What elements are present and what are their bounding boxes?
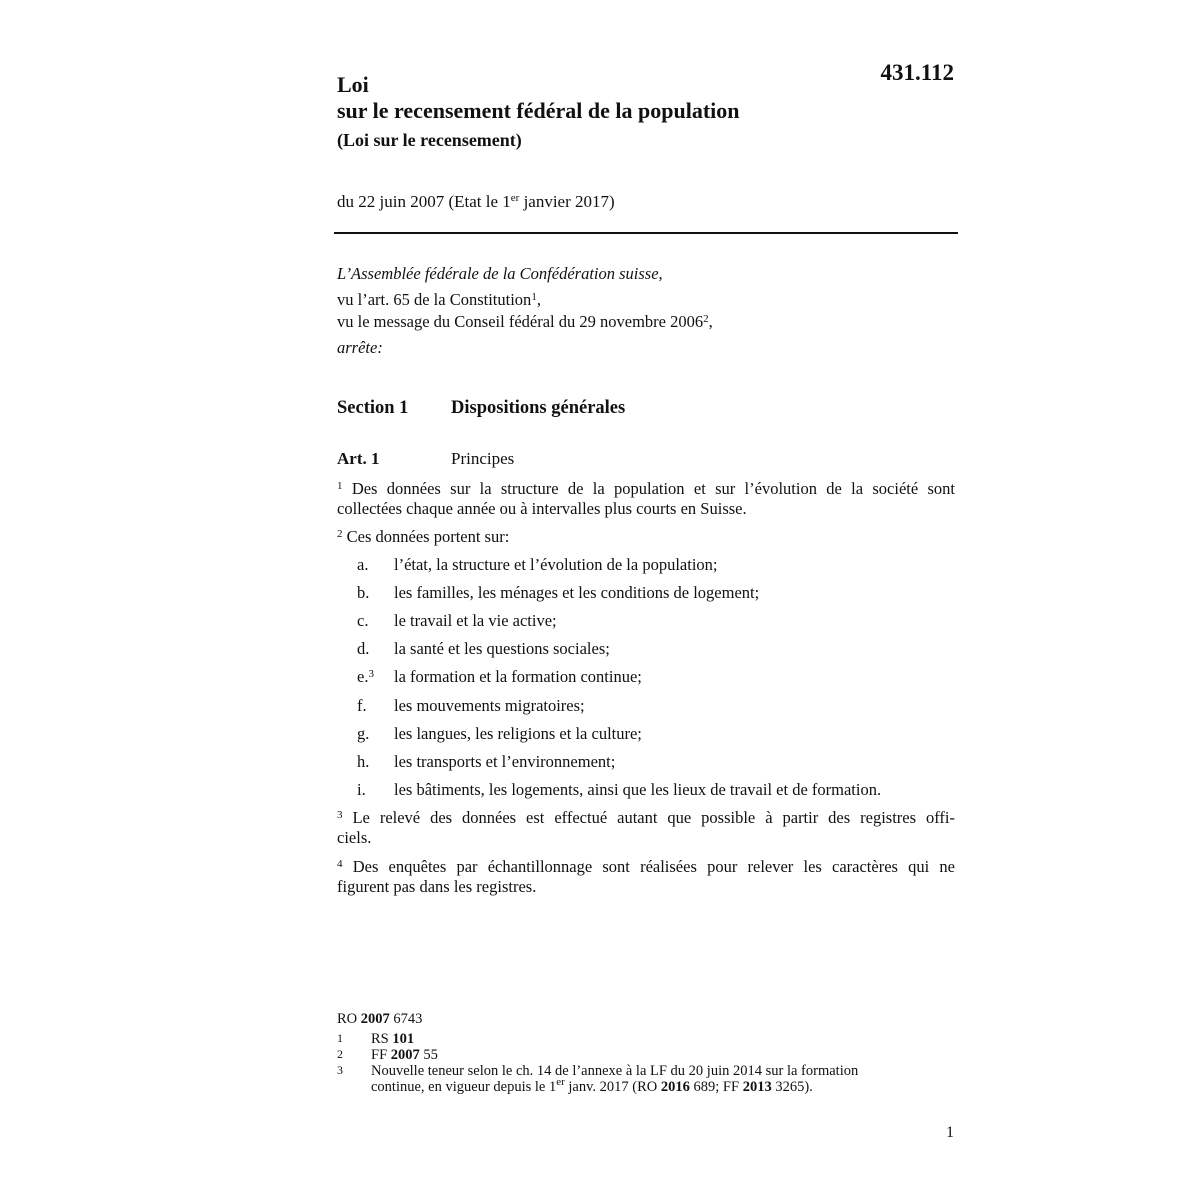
constitution-text: vu l’art. 65 de la Constitution (337, 290, 532, 309)
letter-i: i. (357, 780, 366, 799)
letter-g: g. (357, 724, 370, 743)
date-prefix: du 22 juin 2007 (Etat le 1 (337, 192, 511, 211)
paragraph-4 (337, 857, 955, 897)
letter-e: e. (357, 667, 369, 686)
list-item: les bâtiments, les logements, ainsi que les lieux de travail et de formation. (394, 780, 882, 799)
list-item-letter (357, 583, 369, 603)
fn2-prefix: FF (371, 1047, 391, 1063)
fn1-prefix: RS (371, 1031, 393, 1047)
date-line (337, 192, 615, 212)
fn3-text-a: continue, en vigueur depuis le 1 (371, 1079, 557, 1095)
footnote-ro (337, 1011, 422, 1027)
footnote-3-line-2 (371, 1076, 813, 1095)
paragraph-4-line-2: figurent pas dans les registres. (337, 877, 537, 896)
short-title: (Loi sur le recensement) (337, 130, 522, 150)
header-rule (334, 232, 958, 234)
list-item: les familles, les ménages et les conditions de logement; (394, 583, 760, 602)
list-item-letter (357, 752, 369, 772)
message-punct: , (708, 312, 713, 331)
fn3-sup: er (556, 1076, 565, 1088)
list-item: la santé et les questions sociales; (394, 639, 610, 658)
section-number: Section 1 (337, 398, 409, 418)
list-item-letter (357, 724, 369, 744)
list-item-letter (357, 639, 369, 659)
letter-h: h. (357, 752, 370, 771)
article-title: Principes (451, 449, 515, 468)
fn3-ff-year: 2013 (742, 1079, 772, 1095)
list-item: les transports et l’environnement; (394, 752, 616, 771)
letter-d: d. (357, 639, 370, 658)
list-item: les mouvements migratoires; (394, 696, 585, 715)
paragraph-2-text: Ces données portent sur: (346, 527, 510, 546)
fn1-bold: 101 (392, 1031, 415, 1047)
list-item-letter (357, 555, 368, 575)
paragraph-1-line-1 (337, 479, 955, 499)
paragraph-4-text-1: Des enquêtes par échantillonnage sont réalisées pour relever les caractères qui ne (352, 857, 955, 876)
fn3-text-d: 3265). (771, 1079, 813, 1095)
ro-year: 2007 (360, 1011, 390, 1027)
sr-number: 431.112 (880, 60, 954, 85)
paragraph-4-line-1 (337, 857, 955, 877)
fn3-text-b: janv. 2017 (RO (564, 1079, 661, 1095)
letter-c: c. (357, 611, 369, 630)
paragraph-1-text-1: Des données sur la structure de la population et sur l’évolution de la société sont (351, 479, 955, 498)
preamble-constitution (337, 290, 541, 310)
paragraph-1-line-2: collectées chaque année ou à intervalles plus courts en Suisse. (337, 499, 747, 518)
article-number: Art. 1 (337, 449, 380, 468)
list-item-letter (357, 696, 367, 716)
fn2-suffix: 55 (419, 1047, 438, 1063)
list-item-letter (357, 667, 374, 687)
footnote-ref-3[interactable]: 3 (368, 668, 374, 680)
paragraph-3-line-1 (337, 808, 955, 828)
paragraph-3-number: 3 (337, 809, 343, 821)
page-number: 1 (946, 1124, 954, 1141)
footnote-1 (371, 1031, 414, 1047)
letter-b: b. (357, 583, 370, 602)
list-item: la formation et la formation continue; (394, 667, 642, 686)
paragraph-4-number: 4 (337, 858, 343, 870)
fn3-ro-year: 2016 (660, 1079, 690, 1095)
preamble-arrete: arrête: (337, 338, 383, 357)
message-text: vu le message du Conseil fédéral du 29 novembre 2006 (337, 312, 704, 331)
letter-f: f. (357, 696, 367, 715)
ro-page: 6743 (389, 1011, 423, 1027)
footnote-ref-2[interactable]: 2 (703, 313, 709, 325)
footnote-ref-1[interactable]: 1 (531, 291, 537, 303)
date-suffix: janvier 2017) (519, 192, 615, 211)
footnote-2-number: 2 (337, 1047, 343, 1061)
preamble-assembly: L’Assemblée fédérale de la Confédération suisse, (337, 264, 663, 283)
footnote-3-line-1: Nouvelle teneur selon le ch. 14 de l’annexe à la LF du 20 juin 2014 sur la formation (371, 1063, 859, 1079)
list-item-letter (357, 611, 368, 631)
list-item-letter (357, 780, 366, 800)
footnote-1-number: 1 (337, 1031, 343, 1045)
fn2-bold: 2007 (390, 1047, 420, 1063)
title-line-1: Loi (337, 72, 369, 97)
list-item: le travail et la vie active; (394, 611, 557, 630)
constitution-punct: , (536, 290, 541, 309)
footnote-2 (371, 1047, 438, 1063)
paragraph-2-number: 2 (337, 528, 343, 540)
date-sup: er (510, 192, 520, 204)
fn3-text-c: 689; FF (689, 1079, 743, 1095)
letter-a: a. (357, 555, 369, 574)
footnote-3-number: 3 (337, 1063, 343, 1077)
section-title: Dispositions générales (451, 398, 626, 418)
paragraph-3 (337, 808, 955, 848)
paragraph-3-line-2: ciels. (337, 828, 372, 847)
list-item: les langues, les religions et la culture; (394, 724, 642, 743)
ro-prefix: RO (337, 1011, 361, 1027)
paragraph-3-text-1: Le relevé des données est effectué autant que possible à partir des registres offi- (352, 808, 956, 827)
list-item: l’état, la structure et l’évolution de la population; (394, 555, 718, 574)
paragraph-1 (337, 479, 955, 519)
paragraph-2 (337, 527, 955, 547)
preamble-message (337, 312, 713, 332)
paragraph-1-number: 1 (337, 480, 343, 492)
title-line-2: sur le recensement fédéral de la population (337, 98, 740, 123)
